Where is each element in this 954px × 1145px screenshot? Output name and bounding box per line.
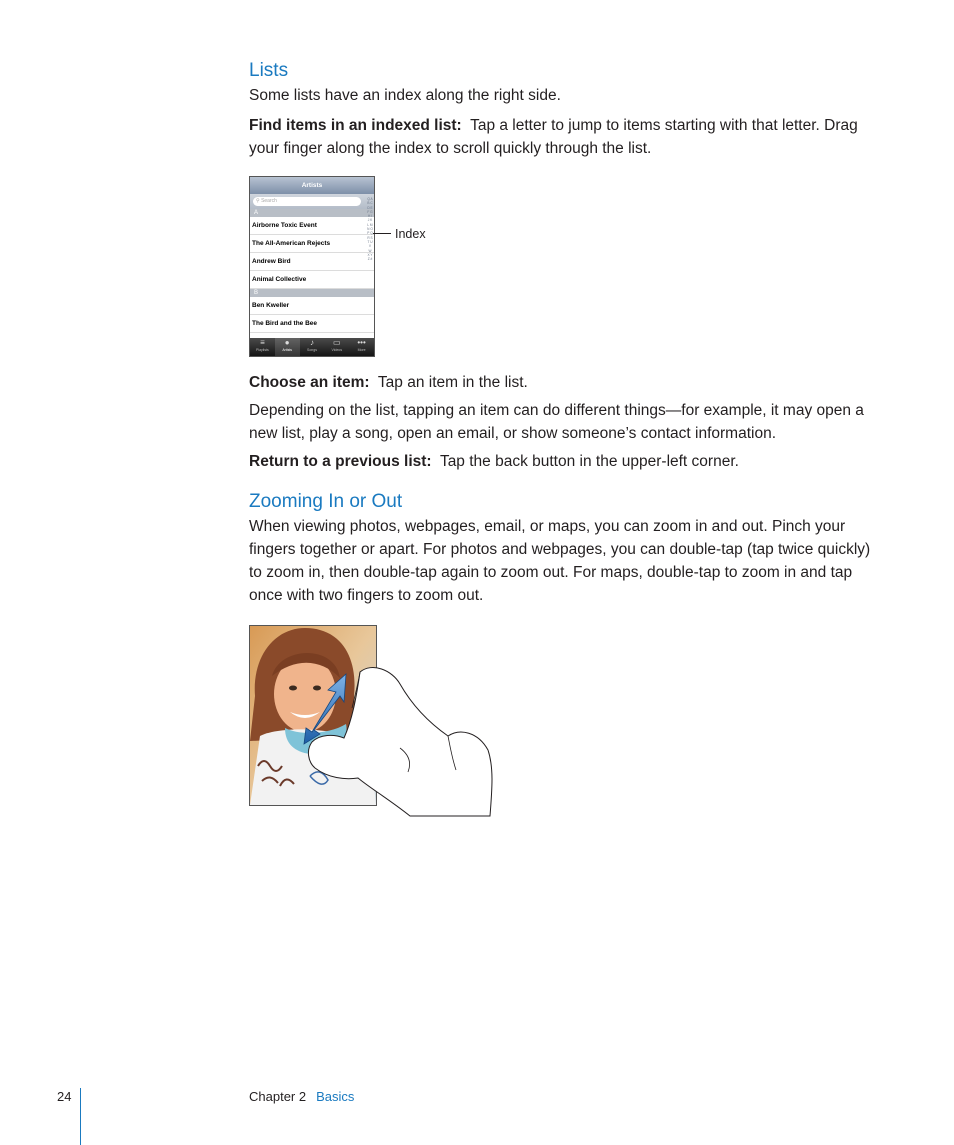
- return-label: Return to a previous list:: [249, 453, 432, 470]
- list-item: Airborne Toxic Event: [250, 217, 374, 235]
- lists-heading: Lists: [249, 60, 289, 81]
- music-note-icon: ♪: [309, 338, 314, 347]
- more-icon: •••: [357, 338, 366, 347]
- chapter-label: Chapter 2: [249, 1089, 307, 1104]
- lists-intro: Some lists have an index along the right side.: [249, 87, 561, 104]
- list-item: Animal Collective: [250, 271, 374, 289]
- tab-songs: ♪ Songs: [300, 338, 325, 356]
- tab-videos: ▭ Videos: [324, 338, 349, 356]
- index-callout-line: [373, 233, 391, 234]
- indexed-list-screenshot: [249, 176, 375, 357]
- screen-icon: ▭: [333, 338, 341, 347]
- section-header-b: B: [250, 289, 374, 297]
- list-item: The Bird and the Bee: [250, 315, 374, 333]
- search-field: [253, 197, 361, 206]
- choose-item-paragraph: [249, 371, 879, 394]
- nav-bar-title: Artists: [250, 177, 374, 194]
- list-item: Andrew Bird: [250, 253, 374, 271]
- list-item: Ben Kweller: [250, 297, 374, 315]
- tab-bar: [250, 338, 374, 356]
- search-placeholder: Search: [261, 198, 277, 204]
- alphabet-index: Q A B C D E F G H I J K L M N O P Q R S T U V W X Y Z #: [367, 197, 373, 262]
- section-header-a: A: [250, 209, 374, 217]
- pinch-finger-illustration: [300, 650, 500, 818]
- index-callout-label: Index: [395, 227, 426, 241]
- search-bar: [250, 194, 374, 209]
- depending-paragraph: Depending on the list, tapping an item can do different things—for example, it may open a new list, play a song, open an email, or show someone’s contact information.: [249, 402, 864, 442]
- tab-playlists: ≡ Playlists: [250, 338, 275, 356]
- return-paragraph: [249, 450, 879, 473]
- choose-item-text: Tap an item in the list.: [377, 374, 528, 391]
- tab-artists: ● Artists: [275, 338, 300, 356]
- playlists-icon: ≡: [260, 338, 265, 347]
- find-items-paragraph: [249, 114, 879, 160]
- page-number: 24: [57, 1089, 72, 1104]
- footer-rule: [80, 1088, 81, 1145]
- find-items-text: Tap a letter to jump to items starting with that letter. Drag your finger along the index to scroll quickly through the list.: [249, 117, 858, 157]
- chapter-footer: [249, 1089, 354, 1104]
- zooming-paragraph: When viewing photos, webpages, email, or maps, you can zoom in and out. Pinch your fingers together or apart. For photos and webpages, you can double-tap (tap twice quickly) to zoom in, then double-tap again to zoom out. For maps, double-tap to zoom in and tap once with two fingers to zoom out.: [249, 518, 871, 604]
- chapter-title: Basics: [316, 1089, 355, 1104]
- return-text: Tap the back button in the upper-left corner.: [439, 453, 739, 470]
- find-items-label: Find items in an indexed list:: [249, 117, 462, 134]
- zooming-heading: Zooming In or Out: [249, 491, 403, 512]
- list-item: The All-American Rejects: [250, 235, 374, 253]
- search-icon: ⚲: [256, 198, 260, 204]
- artists-icon: ●: [284, 338, 290, 347]
- tab-more: ••• More: [349, 338, 374, 356]
- choose-item-label: Choose an item:: [249, 374, 370, 391]
